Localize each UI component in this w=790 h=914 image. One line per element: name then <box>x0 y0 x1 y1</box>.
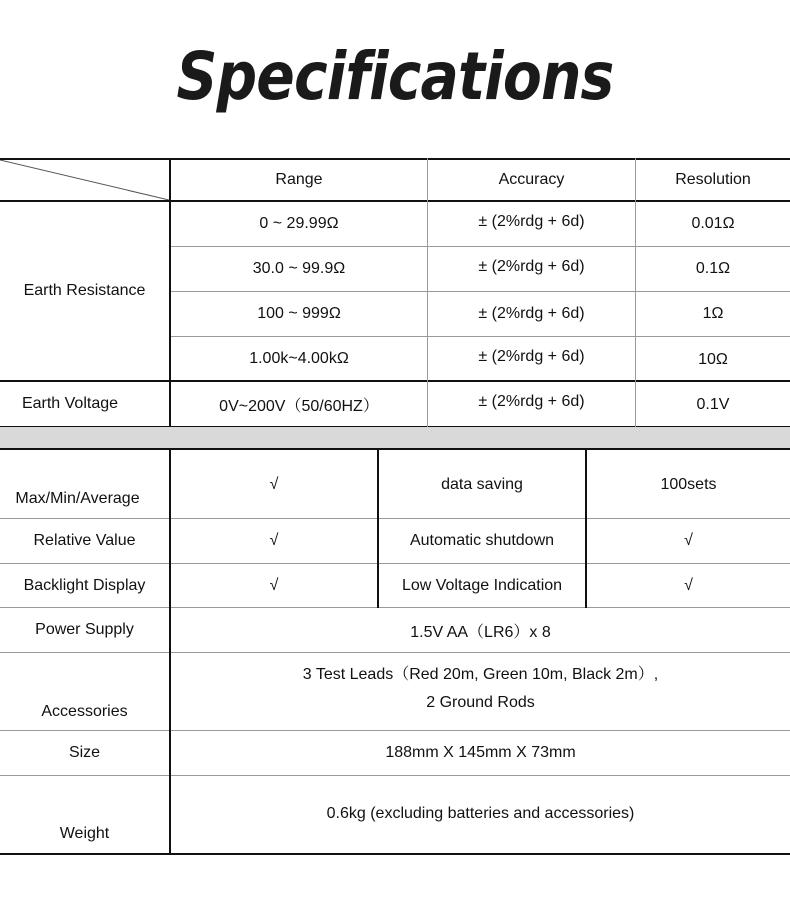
table-cell: 1Ω <box>702 305 724 322</box>
table-cell: 1.00k~4.00kΩ <box>249 349 349 367</box>
row-divider <box>0 448 790 450</box>
size-label: Size <box>68 744 101 761</box>
table-bottom-border <box>0 853 790 855</box>
separator-band <box>0 427 790 448</box>
table-cell: ± (2%rdg + 6d) <box>478 213 585 230</box>
feature-label: Max/Min/Average <box>15 490 140 507</box>
header-accuracy: Accuracy <box>498 171 565 188</box>
feature-label: Low Voltage Indication <box>401 576 563 594</box>
feature-value: √ <box>269 476 279 493</box>
table-cell: ± (2%rdg + 6d) <box>478 305 585 322</box>
feature-value: √ <box>684 576 693 594</box>
accessories-line-2: 2 Ground Rods <box>426 694 535 711</box>
table-cell: 0.01Ω <box>691 215 735 232</box>
diagonal-header-line <box>0 160 169 200</box>
feature-value: √ <box>269 576 279 594</box>
feature-value: √ <box>269 532 279 549</box>
table-cell: 0.1V <box>696 396 730 413</box>
accessories-line-1: 3 Test Leads（Red 20m, Green 10m, Black 2m）, <box>302 665 659 683</box>
table-cell: ± (2%rdg + 6d) <box>478 348 585 365</box>
table-cell: 0V~200V（50/60HZ） <box>219 397 379 415</box>
feature-label: data saving <box>441 476 523 493</box>
size-value: 188mm X 145mm X 73mm <box>385 744 576 761</box>
table-cell: 0.1Ω <box>695 260 731 277</box>
table-cell: 100 ~ 999Ω <box>257 305 341 322</box>
earth-voltage-label: Earth Voltage <box>21 395 119 412</box>
feature-label: Backlight Display <box>23 576 146 594</box>
feature-label: Automatic shutdown <box>409 532 555 549</box>
accessories-label: Accessories <box>41 703 128 720</box>
earth-resistance-label: Earth Resistance <box>23 282 146 299</box>
power-supply-value: 1.5V AA（LR6）x 8 <box>410 623 551 641</box>
weight-label: Weight <box>59 825 110 842</box>
table-cell: ± (2%rdg + 6d) <box>478 393 585 410</box>
feature-value: √ <box>684 532 693 549</box>
page-title: Specifications <box>176 38 614 115</box>
table-cell: 30.0 ~ 99.9Ω <box>252 260 346 277</box>
row-divider <box>0 775 790 776</box>
row-divider <box>0 652 790 653</box>
feature-value: 100sets <box>660 476 717 493</box>
table-cell: 0 ~ 29.99Ω <box>259 215 339 232</box>
table-cell: 10Ω <box>698 351 728 368</box>
weight-value: 0.6kg (excluding batteries and accessories) <box>326 805 635 822</box>
feature-label: Relative Value <box>33 532 136 549</box>
power-supply-label: Power Supply <box>35 621 134 638</box>
table-cell: ± (2%rdg + 6d) <box>478 258 585 275</box>
header-resolution: Resolution <box>675 171 751 188</box>
header-range: Range <box>275 171 323 188</box>
